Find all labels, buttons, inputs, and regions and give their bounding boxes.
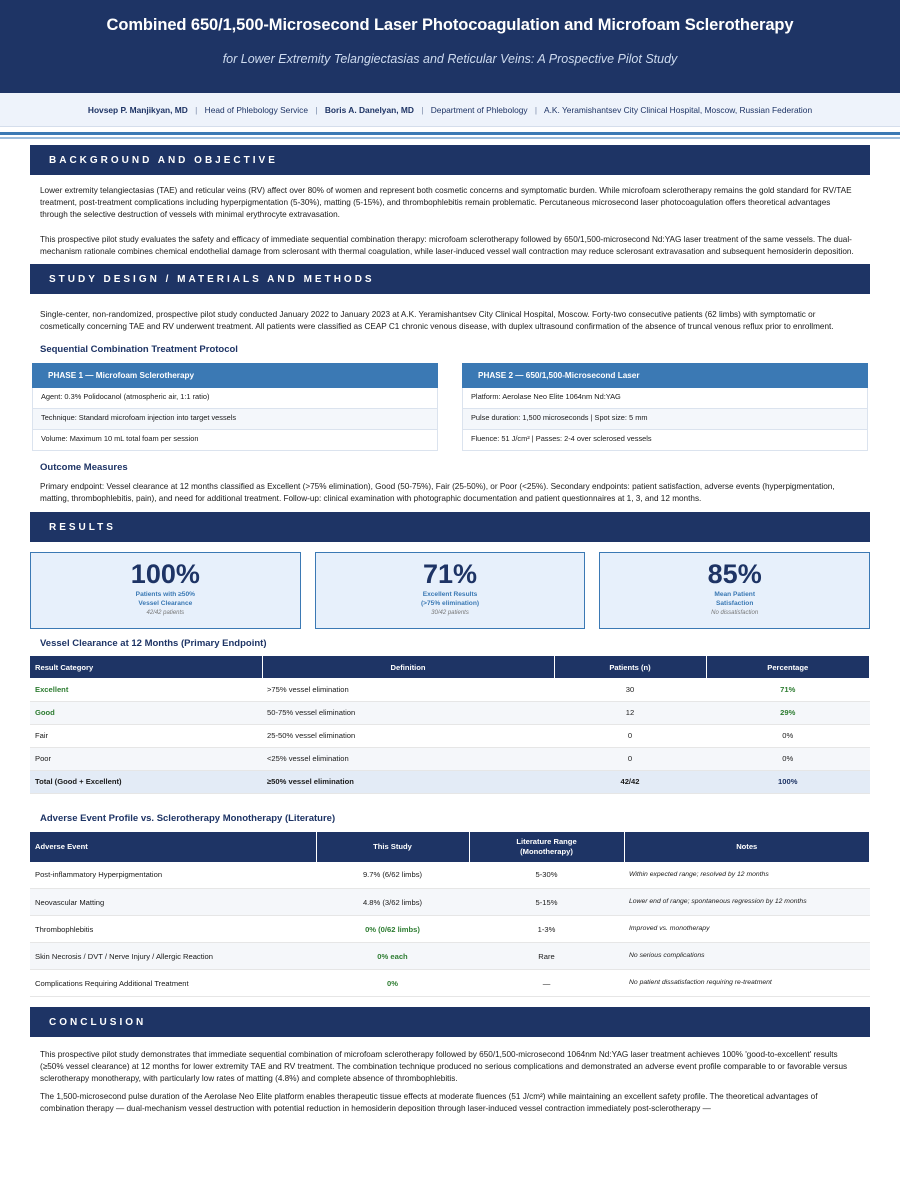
separator: | — [195, 105, 198, 115]
notes-cell: Lower end of range; spontaneous regression by 12 months — [624, 889, 870, 916]
table-total-row — [30, 770, 870, 793]
stat-card — [315, 552, 586, 629]
section-heading: BACKGROUND AND OBJECTIVE — [30, 145, 870, 175]
patients-cell: 42/42 — [554, 770, 706, 793]
stat-label-line: Mean Patient — [714, 590, 756, 598]
clearance-heading: Vessel Clearance at 12 Months (Primary Endpoint) — [40, 637, 267, 649]
column-header: Patients (n) — [554, 656, 706, 678]
background-paragraph-2: This prospective pilot study evaluates the safety and efficacy of immediate sequential combination therapy: microfoam sclerotherapy followed by 650/1,500-microsecond Nd:YAG laser treatment of the same vessels. The dual-mechanism rationale combines chemical endothelial damage from sclerosant with thermal coagulation, while laser-induced vessel wall contraction may reduce sclerosant extravasation and subsequent hemosiderin deposition. — [40, 234, 854, 256]
author-1-name: Hovsep P. Manjikyan, MD — [87, 105, 188, 115]
stat-card — [30, 552, 301, 629]
table-header-row — [30, 832, 870, 862]
percentage-cell: 0% — [706, 747, 870, 770]
conclusion-paragraph-2: The 1,500-microsecond pulse duration of the Aerolase Neo Elite platform enables therapeutic tissue effects at moderate fluences (51 J/cm²) while maintaining an excellent safety profile. The theoretical advantages of combination therapy — dual-mechanism vessel destruction with potential reduction in hemosiderin deposition through laser-induced vessel contraction immediately post-sclerotherapy — — [40, 1091, 818, 1113]
definition-cell: 50-75% vessel elimination — [262, 701, 554, 724]
definition-cell: 25-50% vessel elimination — [262, 724, 554, 747]
table-row — [30, 970, 870, 997]
separator: | — [534, 105, 538, 115]
column-header-line: Literature Range — [516, 837, 577, 847]
methods-paragraph: Single-center, non-randomized, prospective pilot study conducted January 2022 to January 2023 at A.K. Yeramishantsev City Clinical Hospital, Moscow. Forty-two consecutive patients (62 limbs) with symptomatic or cosmetically concerning TAE and RV underwent treatment. All patients were classified as CEAP C1 chronic venous disease, with duplex ultrasound confirmation of the absence of truncal venous reflux prior to enrollment. — [40, 310, 834, 332]
stat-label — [31, 591, 300, 609]
notes-cell: No patient dissatisfaction requiring re-treatment — [624, 970, 870, 997]
phase-row: Platform: Aerolase Neo Elite 1064nm Nd:YAG — [462, 388, 868, 409]
percentage-cell: 29% — [706, 701, 870, 724]
stat-label-line: Patients with ≥50% — [135, 590, 195, 598]
separator: | — [421, 105, 424, 115]
column-header: Definition — [262, 656, 554, 678]
institution: A.K. Yeramishantsev City Clinical Hospital, Moscow, Russian Federation — [543, 105, 813, 115]
column-header — [469, 832, 624, 862]
clearance-table — [30, 656, 870, 794]
phase-row: Pulse duration: 1,500 microseconds | Spot size: 5 mm — [462, 409, 868, 430]
column-header: Result Category — [30, 656, 262, 678]
stat-card — [599, 552, 870, 629]
table-row — [30, 747, 870, 770]
author-2-role: Department of Phlebology — [430, 105, 528, 115]
outcome-heading: Outcome Measures — [40, 462, 128, 473]
table-row — [30, 701, 870, 724]
notes-cell: No serious complications — [624, 943, 870, 970]
poster-header — [0, 0, 900, 93]
background-section — [30, 145, 870, 257]
stat-cards — [30, 552, 870, 629]
phase-row: Agent: 0.3% Polidocanol (atmospheric air, 1:1 ratio) — [32, 388, 438, 409]
event-cell: Neovascular Matting — [30, 889, 316, 916]
percentage-cell: 100% — [706, 770, 870, 793]
event-cell: Thrombophlebitis — [30, 916, 316, 943]
phase-row: Fluence: 51 J/cm² | Passes: 2-4 over sclerosed vessels — [462, 430, 868, 451]
phase-2-card — [462, 363, 868, 451]
literature-cell: 1-3% — [469, 916, 624, 943]
background-paragraph-1: Lower extremity telangiectasias (TAE) and reticular veins (RV) affect over 80% of women and represent both cosmetic concerns and symptomatic burden. While microfoam sclerotherapy remains the gold standard for RV/TAE treatment, post-treatment complications including hyperpigmentation (5-30%), matting (5-15%), and thrombophlebitis remain problematic. Percutaneous microsecond laser photocoagulation offers theoretical advantages through the selective destruction of vessels with minimal erythrocyte extravasation. — [40, 186, 852, 219]
event-cell: Complications Requiring Additional Treatment — [30, 970, 316, 997]
phase-columns — [30, 363, 870, 451]
author-bar — [0, 93, 900, 127]
section-heading: CONCLUSION — [30, 1007, 870, 1037]
study-cell: 0% — [316, 970, 469, 997]
notes-cell: Improved vs. monotherapy — [624, 916, 870, 943]
stat-label-line: Excellent Results — [422, 590, 478, 598]
phase-1-title: PHASE 1 — Microfoam Sclerotherapy — [32, 363, 438, 388]
definition-cell: ≥50% vessel elimination — [262, 770, 554, 793]
stat-label-line: Vessel Clearance — [138, 599, 193, 607]
definition-cell: >75% vessel elimination — [262, 678, 554, 701]
study-cell: 9.7% (6/62 limbs) — [316, 862, 469, 889]
stat-note: 30/42 patients — [431, 609, 469, 616]
methods-section — [30, 264, 870, 504]
event-cell: Post-inflammatory Hyperpigmentation — [30, 862, 316, 889]
poster-title: Combined 650/1,500-Microsecond Laser Photocoagulation and Microfoam Sclerotherapy — [106, 16, 794, 34]
adverse-table — [30, 832, 870, 998]
table-row — [30, 889, 870, 916]
study-cell: 0% each — [316, 943, 469, 970]
divider — [0, 132, 900, 135]
conclusion-paragraph-1: This prospective pilot study demonstrates that immediate sequential combination of microfoam sclerotherapy followed by 650/1,500-microsecond 1064nm Nd:YAG laser treatment achieves 100% 'good-to-excellent' results (≥50% vessel clearance) at 12 months for lower extremity TAE and RV treatment. The combination technique produced no serious complications and demonstrated an adverse event profile comparable to or favorable versus sclerotherapy monotherapy, with particularly low rates of matting (4.8%) and complete absence of thrombophlebitis. — [40, 1050, 848, 1083]
category-cell: Total (Good + Excellent) — [30, 770, 262, 793]
stat-value: 71% — [422, 558, 478, 589]
divider — [0, 137, 900, 139]
event-cell: Skin Necrosis / DVT / Nerve Injury / Allergic Reaction — [30, 943, 316, 970]
patients-cell: 0 — [554, 747, 706, 770]
percentage-cell: 71% — [706, 678, 870, 701]
separator: | — [315, 105, 318, 115]
category-cell: Poor — [30, 747, 262, 770]
author-1-role: Head of Phlebology Service — [204, 105, 309, 115]
column-header: Notes — [624, 832, 870, 862]
section-heading: STUDY DESIGN / MATERIALS AND METHODS — [30, 264, 870, 294]
stat-label-line: (>75% elimination) — [420, 599, 480, 607]
table-row — [30, 724, 870, 747]
table-row — [30, 862, 870, 889]
stat-note: 42/42 patients — [146, 609, 185, 616]
table-header-row — [30, 656, 870, 678]
study-cell: 0% (0/62 limbs) — [316, 916, 469, 943]
stat-value: 100% — [130, 558, 200, 589]
category-cell: Good — [30, 701, 262, 724]
definition-cell: <25% vessel elimination — [262, 747, 554, 770]
phase-1-rows — [32, 388, 438, 451]
patients-cell: 0 — [554, 724, 706, 747]
outcome-paragraph: Primary endpoint: Vessel clearance at 12 months classified as Excellent (>75% elimination), Good (50-75%), Fair (25-50%), or Poor (<25%). Secondary endpoints: patient satisfaction, adverse events (hyperpigmentation, matting, thrombophlebitis, pain), and need for additional treatment. Follow-up: clinical examination with photographic documentation and patient questionnaires at 1, 3, and 12 months. — [40, 481, 835, 503]
study-cell: 4.8% (3/62 limbs) — [316, 889, 469, 916]
table-row — [30, 916, 870, 943]
notes-cell: Within expected range; resolved by 12 months — [624, 862, 870, 889]
category-cell: Fair — [30, 724, 262, 747]
section-heading: RESULTS — [30, 512, 870, 542]
column-header: Adverse Event — [30, 832, 316, 862]
stat-value: 85% — [707, 558, 762, 589]
stat-label-line: Satisfaction — [715, 599, 754, 607]
conclusion-section — [30, 1007, 870, 1114]
table-row — [30, 678, 870, 701]
patients-cell: 12 — [554, 701, 706, 724]
poster-subtitle: for Lower Extremity Telangiectasias and Reticular Veins: A Prospective Pilot Study — [222, 51, 678, 66]
table-row — [30, 943, 870, 970]
results-section — [30, 512, 870, 998]
literature-cell: Rare — [469, 943, 624, 970]
column-header: Percentage — [706, 656, 870, 678]
literature-cell: 5-15% — [469, 889, 624, 916]
column-header-line: (Monotherapy) — [520, 846, 573, 856]
literature-cell: — — [469, 970, 624, 997]
phase-2-rows — [462, 388, 868, 451]
phase-2-title: PHASE 2 — 650/1,500-Microsecond Laser — [462, 363, 868, 388]
phase-row: Volume: Maximum 10 mL total foam per session — [32, 430, 438, 451]
stat-label — [600, 591, 869, 609]
category-cell: Excellent — [30, 678, 262, 701]
percentage-cell: 0% — [706, 724, 870, 747]
author-2-name: Boris A. Danelyan, MD — [324, 105, 414, 115]
patients-cell: 30 — [554, 678, 706, 701]
protocol-heading: Sequential Combination Treatment Protocol — [40, 344, 238, 356]
phase-row: Technique: Standard microfoam injection into target vessels — [32, 409, 438, 430]
column-header: This Study — [316, 832, 469, 862]
stat-label — [316, 591, 585, 609]
phase-1-card — [32, 363, 438, 451]
stat-note: No dissatisfaction — [711, 609, 759, 616]
literature-cell: 5-30% — [469, 862, 624, 889]
adverse-heading: Adverse Event Profile vs. Sclerotherapy Monotherapy (Literature) — [40, 812, 336, 824]
